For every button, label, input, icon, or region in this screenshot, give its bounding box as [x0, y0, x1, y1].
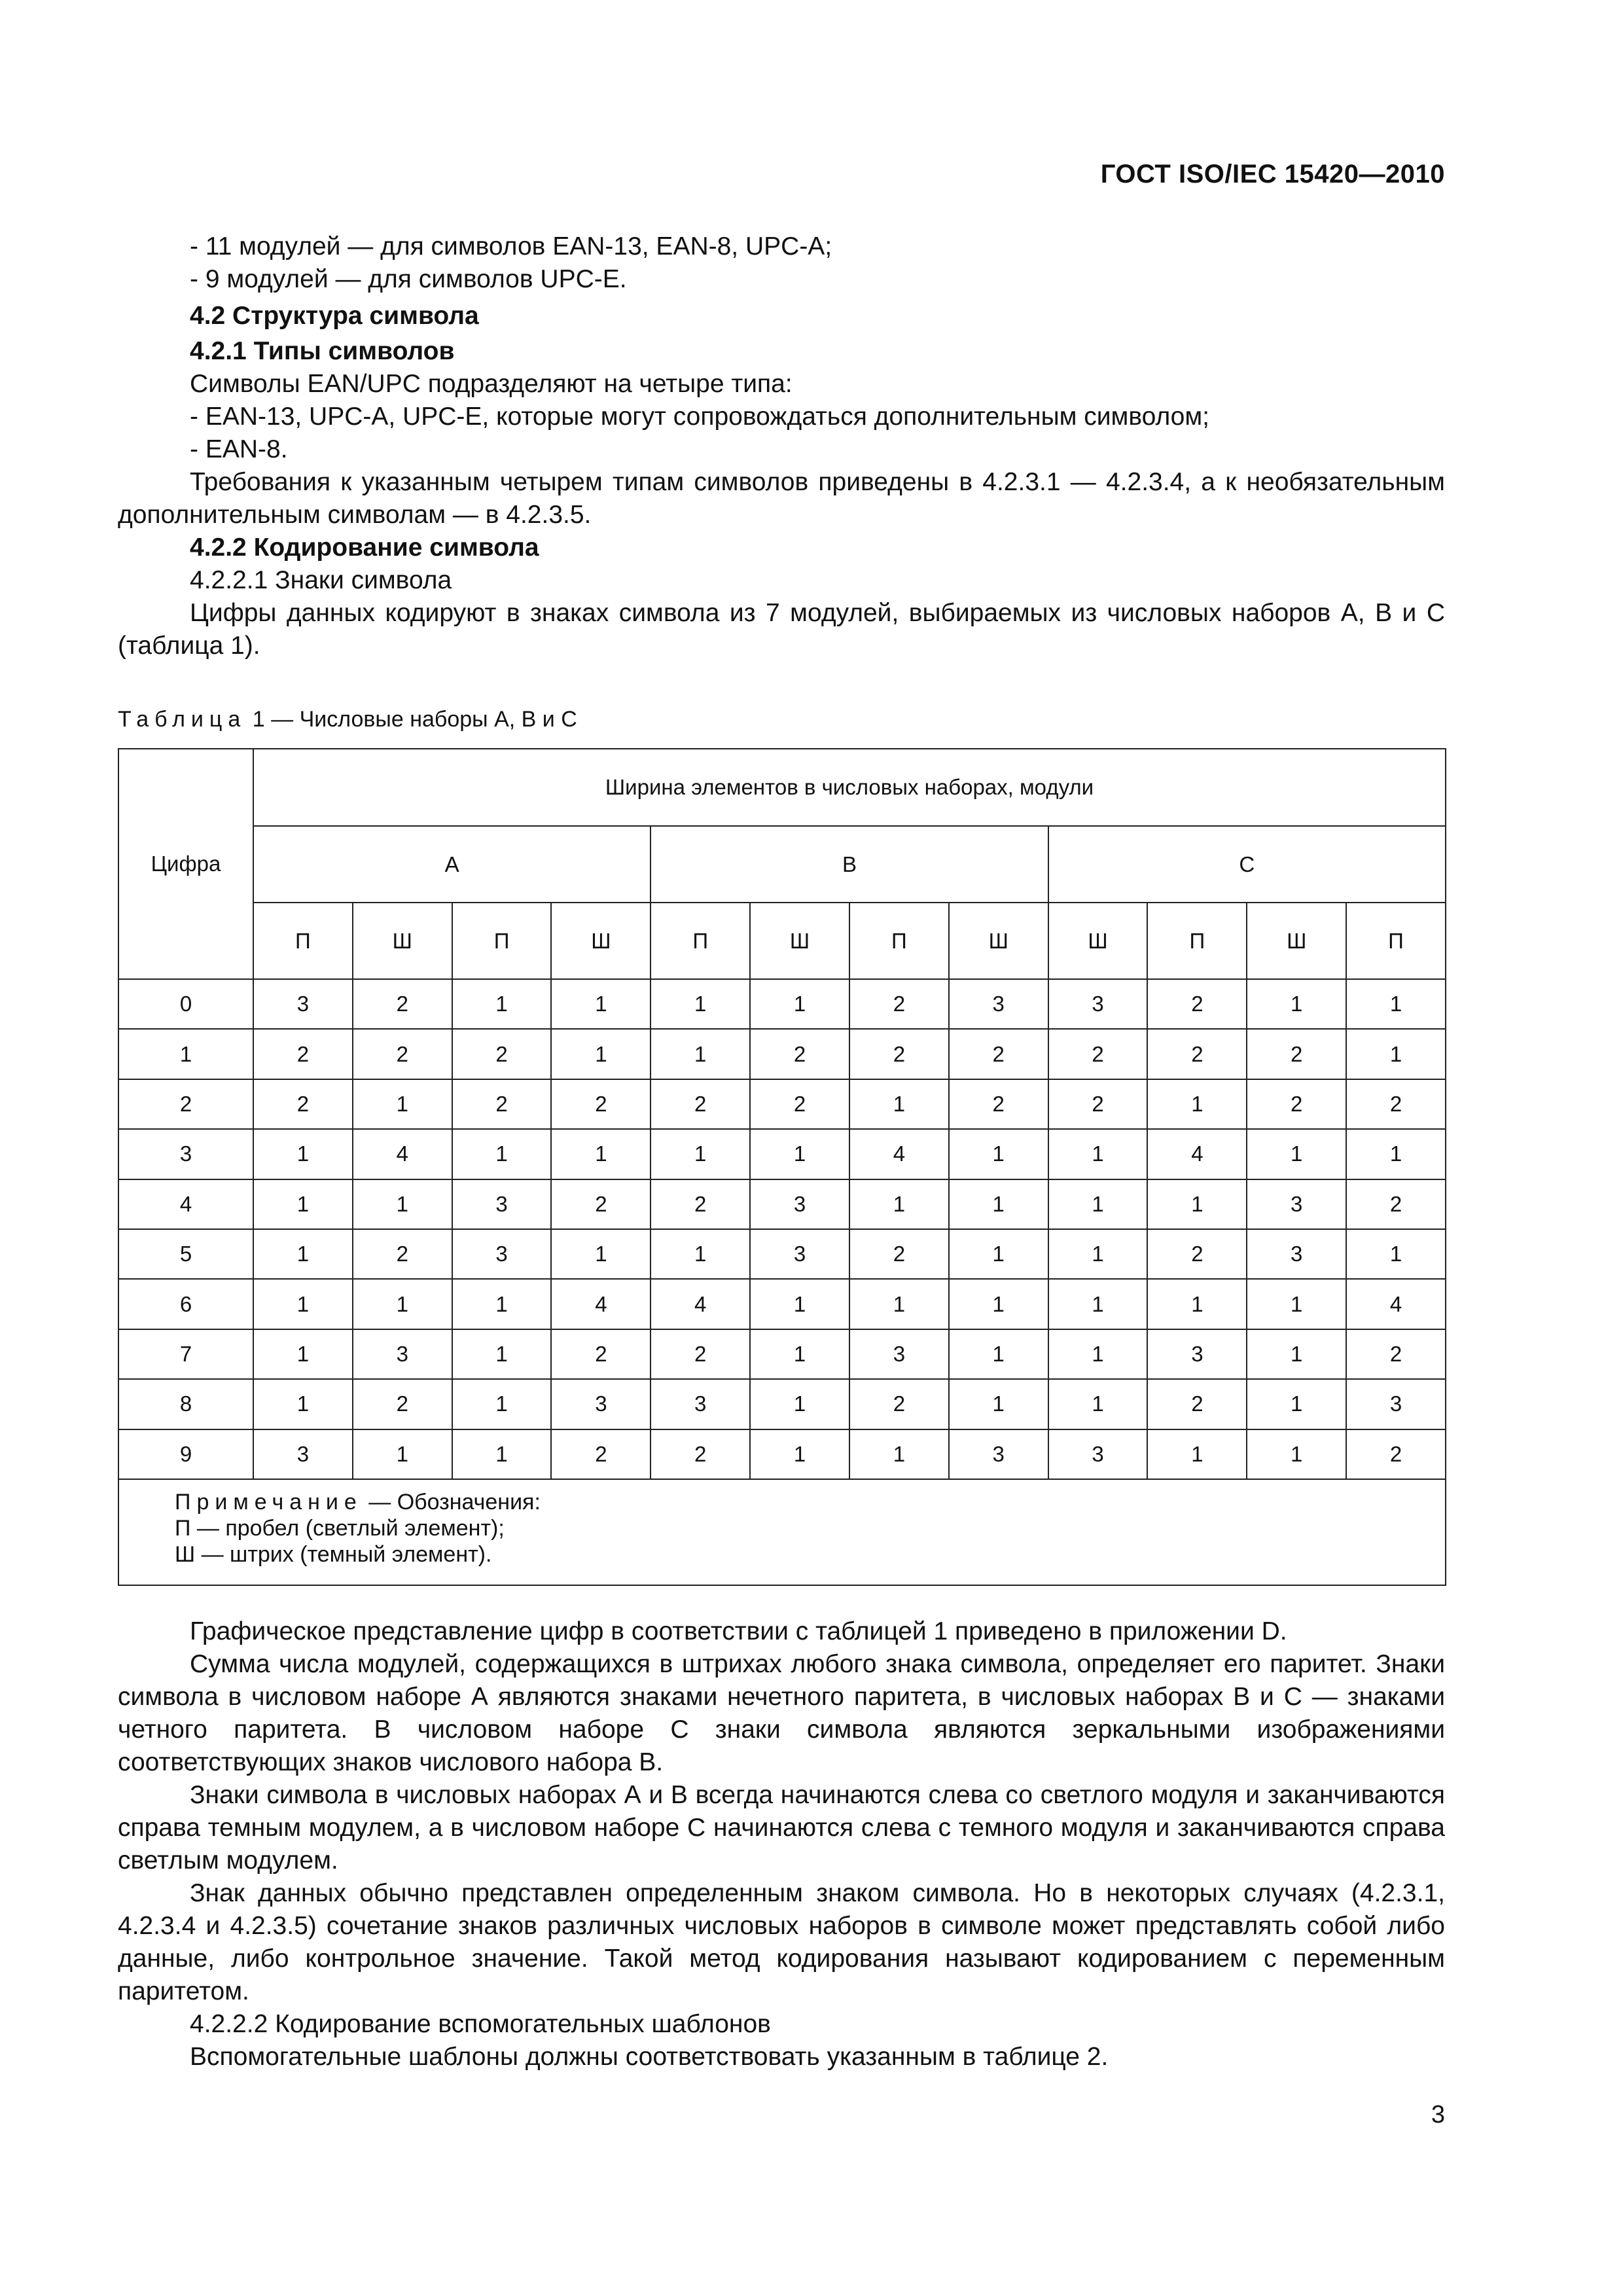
value-cell: 2 [750, 1079, 849, 1129]
paragraph-parity: Сумма числа модулей, содержащихся в штрихах любого знака символа, определяет его паритет. Знаки символа в числовом наборе А являются знаками нечетного паритета, в числовых наборах В и С — знаками четного паритета. В числовом наборе С знаки символа являются зеркальными изображениями соответствующих знаков числового набора В. [118, 1650, 1445, 1776]
paragraph-digits: Цифры данных кодируют в знаках символа из 7 модулей, выбираемых из числовых наборов А, В и С (таблица 1). [118, 599, 1445, 660]
value-cell: 1 [1048, 1129, 1148, 1179]
value-cell: 3 [1247, 1179, 1346, 1229]
value-cell: 3 [1247, 1229, 1346, 1279]
digit-cell: 6 [118, 1279, 253, 1329]
value-cell: 1 [253, 1179, 353, 1229]
value-cell: 3 [849, 1329, 949, 1379]
value-cell: 1 [1048, 1179, 1148, 1229]
value-cell: 1 [551, 979, 651, 1029]
paragraph-requirements: Требования к указанным четырем типам символов приведены в 4.2.3.1 — 4.2.3.4, а к необязательным дополнительным символам — в 4.2.3.5. [118, 468, 1445, 529]
value-cell: 1 [1247, 1279, 1346, 1329]
value-cell: 3 [551, 1379, 651, 1429]
value-cell: 4 [353, 1129, 452, 1179]
value-cell: 1 [1147, 1079, 1247, 1129]
value-cell: 2 [849, 1029, 949, 1079]
document-header: ГОСТ ISO/IEC 15420—2010 [1100, 160, 1445, 188]
digit-cell: 4 [118, 1179, 253, 1229]
element-header-cell: Ш [750, 903, 849, 979]
value-cell: 2 [1048, 1079, 1148, 1129]
value-cell: 3 [353, 1329, 452, 1379]
value-cell: 1 [452, 1329, 552, 1379]
top-text-block [118, 230, 1445, 662]
value-cell: 2 [253, 1079, 353, 1129]
width-header: Ширина элементов в числовых наборах, модули [253, 749, 1446, 826]
value-cell: 1 [1346, 1229, 1446, 1279]
element-header-cell: П [651, 903, 750, 979]
value-cell: 4 [651, 1279, 750, 1329]
value-cell: 1 [949, 1279, 1048, 1329]
digit-cell: 2 [118, 1079, 253, 1129]
table-row [118, 1129, 1446, 1179]
digit-cell: 5 [118, 1229, 253, 1279]
element-header-cell: П [1346, 903, 1446, 979]
value-cell: 1 [353, 1429, 452, 1479]
table-row [118, 979, 1446, 1029]
value-cell: 1 [1048, 1329, 1148, 1379]
set-header-b: B [651, 826, 1048, 903]
value-cell: 1 [1048, 1279, 1148, 1329]
value-cell: 1 [253, 1279, 353, 1329]
element-header-cell: П [1147, 903, 1247, 979]
value-cell: 1 [1247, 979, 1346, 1029]
paragraph-graphic-representation: Графическое представление цифр в соответствии с таблицей 1 приведено в приложении D. [190, 1617, 1287, 1645]
element-header-cell: П [253, 903, 353, 979]
value-cell: 1 [1346, 1129, 1446, 1179]
page-number: 3 [1431, 2101, 1445, 2128]
value-cell: 1 [849, 1079, 949, 1129]
value-cell: 2 [1147, 979, 1247, 1029]
value-cell: 2 [849, 1229, 949, 1279]
value-cell: 1 [1247, 1129, 1346, 1179]
section-heading-4-2-2-1: 4.2.2.1 Знаки символа [190, 566, 452, 594]
value-cell: 2 [353, 1229, 452, 1279]
element-header-cell: Ш [353, 903, 452, 979]
element-header-cell: Ш [949, 903, 1048, 979]
digit-cell: 0 [118, 979, 253, 1029]
section-heading-4-2-2: 4.2.2 Кодирование символа [190, 533, 539, 562]
value-cell: 2 [1346, 1429, 1446, 1479]
value-cell: 1 [949, 1179, 1048, 1229]
value-cell: 4 [551, 1279, 651, 1329]
set-header-row [118, 826, 1446, 903]
value-cell: 2 [551, 1429, 651, 1479]
note-label: Примечание [175, 1489, 363, 1515]
value-cell: 1 [253, 1329, 353, 1379]
value-cell: 2 [651, 1079, 750, 1129]
value-cell: 1 [651, 1229, 750, 1279]
element-header-cell: П [452, 903, 552, 979]
value-cell: 2 [750, 1029, 849, 1079]
value-cell: 2 [1147, 1379, 1247, 1429]
section-heading-4-2-2-2: 4.2.2.2 Кодирование вспомогательных шаблонов [190, 2010, 771, 2038]
value-cell: 1 [1048, 1379, 1148, 1429]
table-caption [118, 707, 577, 732]
value-cell: 2 [849, 1379, 949, 1429]
value-cell: 2 [353, 979, 452, 1029]
value-cell: 3 [253, 979, 353, 1029]
element-header-cell: П [849, 903, 949, 979]
value-cell: 2 [1147, 1029, 1247, 1079]
list-item: - 11 модулей — для символов EAN-13, EAN-8, UPC-A; [190, 232, 832, 260]
value-cell: 1 [1346, 1029, 1446, 1079]
value-cell: 1 [651, 1129, 750, 1179]
value-cell: 2 [452, 1079, 552, 1129]
digit-cell: 8 [118, 1379, 253, 1429]
value-cell: 1 [949, 1329, 1048, 1379]
value-cell: 3 [253, 1429, 353, 1479]
value-cell: 1 [353, 1179, 452, 1229]
list-item: - EAN-13, UPC-A, UPC-E, которые могут сопровождаться дополнительным символом; [190, 403, 1210, 431]
value-cell: 1 [551, 1129, 651, 1179]
value-cell: 1 [353, 1279, 452, 1329]
section-heading-4-2-1: 4.2.1 Типы символов [190, 337, 455, 365]
value-cell: 1 [651, 979, 750, 1029]
table-caption-text: 1 — Числовые наборы А, В и С [252, 707, 577, 732]
value-cell: 2 [1247, 1079, 1346, 1129]
element-header-cell: Ш [551, 903, 651, 979]
paragraph-types-intro: Символы EAN/UPC подразделяют на четыре типа: [190, 370, 793, 398]
paragraph-variable-parity: Знак данных обычно представлен определенным знаком символа. Но в некоторых случаях (4.2.3.1, 4.2.3.4 и 4.2.3.5) сочетание знаков различных числовых наборов в символе может представлять собой либо данные, либо контрольное значение. Такой метод кодирования называют кодированием с переменным паритетом. [118, 1879, 1445, 2005]
note-title: — Обозначения: [362, 1489, 541, 1515]
digit-cell: 7 [118, 1329, 253, 1379]
value-cell: 3 [452, 1229, 552, 1279]
value-cell: 3 [1346, 1379, 1446, 1429]
value-cell: 1 [1247, 1379, 1346, 1429]
digit-column-header: Цифра [118, 749, 253, 979]
list-item: - EAN-8. [190, 435, 288, 463]
value-cell: 1 [1147, 1179, 1247, 1229]
value-cell: 1 [750, 1329, 849, 1379]
value-cell: 1 [452, 979, 552, 1029]
value-cell: 1 [452, 1279, 552, 1329]
bottom-text-block [118, 1615, 1445, 2073]
value-cell: 1 [750, 979, 849, 1029]
value-cell: 2 [1147, 1229, 1247, 1279]
table-row [118, 1429, 1446, 1479]
digit-cell: 1 [118, 1029, 253, 1079]
value-cell: 1 [1247, 1429, 1346, 1479]
value-cell: 3 [750, 1229, 849, 1279]
value-cell: 1 [849, 1279, 949, 1329]
value-cell: 3 [949, 979, 1048, 1029]
element-header-row [118, 903, 1446, 979]
section-heading-4-2: 4.2 Структура символа [190, 302, 479, 330]
value-cell: 1 [452, 1379, 552, 1429]
value-cell: 2 [651, 1329, 750, 1379]
value-cell: 4 [1346, 1279, 1446, 1329]
set-header-c: C [1048, 826, 1446, 903]
value-cell: 1 [551, 1229, 651, 1279]
note-line: П — пробел (светлый элемент); [175, 1515, 505, 1541]
value-cell: 2 [253, 1029, 353, 1079]
value-cell: 1 [949, 1229, 1048, 1279]
value-cell: 1 [1048, 1229, 1148, 1279]
table-row [118, 1329, 1446, 1379]
value-cell: 3 [1147, 1329, 1247, 1379]
value-cell: 2 [551, 1079, 651, 1129]
value-cell: 2 [849, 979, 949, 1029]
value-cell: 3 [452, 1179, 552, 1229]
table-header-row [118, 749, 1446, 826]
value-cell: 3 [949, 1429, 1048, 1479]
value-cell: 3 [1048, 979, 1148, 1029]
digit-cell: 9 [118, 1429, 253, 1479]
value-cell: 2 [1247, 1029, 1346, 1079]
table-caption-label: Таблица [118, 707, 247, 732]
value-cell: 1 [452, 1129, 552, 1179]
value-cell: 1 [750, 1279, 849, 1329]
value-cell: 1 [750, 1379, 849, 1429]
value-cell: 4 [849, 1129, 949, 1179]
value-cell: 2 [1346, 1079, 1446, 1129]
value-cell: 2 [452, 1029, 552, 1079]
value-cell: 1 [949, 1129, 1048, 1179]
value-cell: 1 [651, 1029, 750, 1079]
paragraph-start-end: Знаки символа в числовых наборах А и В всегда начинаются слева со светлого модуля и заканчиваются справа темным модулем, а в числовом наборе С начинаются слева с темного модуля и заканчиваются справа светлым модулем. [118, 1781, 1445, 1874]
value-cell: 1 [750, 1129, 849, 1179]
value-cell: 2 [949, 1029, 1048, 1079]
paragraph-auxiliary-patterns: Вспомогательные шаблоны должны соответствовать указанным в таблице 2. [190, 2043, 1109, 2071]
table-row [118, 1029, 1446, 1079]
table-row [118, 1079, 1446, 1129]
value-cell: 4 [1147, 1129, 1247, 1179]
set-header-a: A [253, 826, 651, 903]
table-row [118, 1179, 1446, 1229]
value-cell: 1 [353, 1079, 452, 1129]
numeric-sets-table [118, 748, 1446, 1586]
table-note [118, 1479, 1446, 1585]
value-cell: 3 [651, 1379, 750, 1429]
value-cell: 2 [353, 1029, 452, 1079]
table-note-row [118, 1479, 1446, 1585]
value-cell: 2 [1346, 1179, 1446, 1229]
value-cell: 1 [1247, 1329, 1346, 1379]
value-cell: 2 [551, 1179, 651, 1229]
value-cell: 1 [849, 1429, 949, 1479]
element-header-cell: Ш [1048, 903, 1148, 979]
value-cell: 1 [253, 1229, 353, 1279]
list-item: - 9 модулей — для символов UPC-E. [190, 265, 627, 293]
value-cell: 1 [1147, 1279, 1247, 1329]
value-cell: 2 [1346, 1329, 1446, 1379]
value-cell: 1 [1147, 1429, 1247, 1479]
value-cell: 1 [949, 1379, 1048, 1429]
table-body [118, 979, 1446, 1479]
digit-cell: 3 [118, 1129, 253, 1179]
value-cell: 2 [1048, 1029, 1148, 1079]
value-cell: 1 [452, 1429, 552, 1479]
table-row [118, 1379, 1446, 1429]
value-cell: 1 [849, 1179, 949, 1229]
element-header-cell: Ш [1247, 903, 1346, 979]
value-cell: 1 [253, 1129, 353, 1179]
value-cell: 1 [750, 1429, 849, 1479]
value-cell: 1 [1346, 979, 1446, 1029]
note-line: Ш — штрих (темный элемент). [175, 1541, 492, 1567]
value-cell: 1 [253, 1379, 353, 1429]
value-cell: 2 [651, 1429, 750, 1479]
value-cell: 2 [651, 1179, 750, 1229]
value-cell: 3 [1048, 1429, 1148, 1479]
table-row [118, 1229, 1446, 1279]
value-cell: 2 [551, 1329, 651, 1379]
value-cell: 1 [551, 1029, 651, 1079]
table-row [118, 1279, 1446, 1329]
value-cell: 3 [750, 1179, 849, 1229]
value-cell: 2 [949, 1079, 1048, 1129]
value-cell: 2 [353, 1379, 452, 1429]
